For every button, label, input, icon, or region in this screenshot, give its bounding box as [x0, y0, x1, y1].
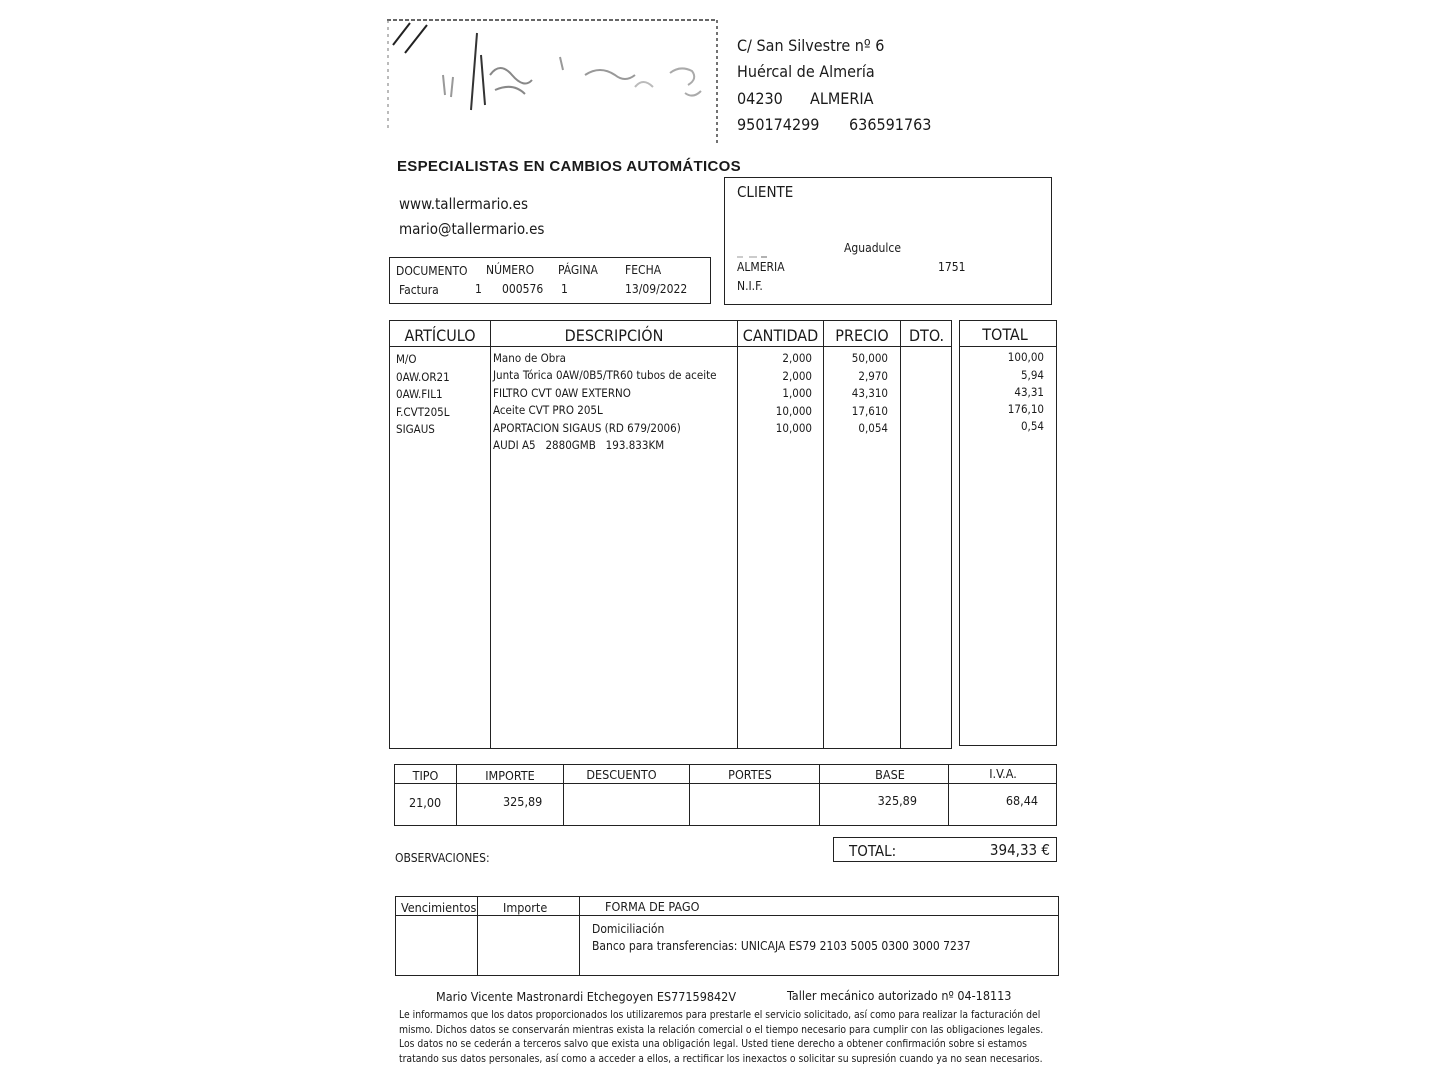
- items-total-header-divider: [959, 346, 1057, 347]
- col-divider-article: [490, 320, 491, 749]
- row-1-article: M/O: [396, 352, 417, 366]
- col-divider-price: [900, 320, 901, 749]
- row-3-description: FILTRO CVT 0AW EXTERNO: [493, 386, 631, 400]
- payment-bank: Banco para transferencias: UNICAJA ES79 2103 5005 0300 3000 7237: [592, 939, 971, 953]
- row-4-description: Aceite CVT PRO 205L: [493, 403, 603, 417]
- header-article: ARTÍCULO: [404, 326, 476, 345]
- row-1-quantity: 2,000: [782, 351, 812, 365]
- row-1-description: Mano de Obra: [493, 351, 566, 365]
- tax-type-value: 21,00: [409, 795, 442, 810]
- company-address-line1: C/ San Silvestre nº 6: [737, 36, 885, 55]
- grand-total-value: 394,33 €: [989, 841, 1050, 859]
- company-website: www.tallermario.es: [399, 195, 528, 213]
- client-code: 1751: [938, 260, 966, 274]
- footer-authorization: Taller mecánico autorizado nº 04-18113: [787, 988, 1012, 1003]
- header-price: PRECIO: [835, 326, 889, 345]
- tax-header-base: BASE: [875, 767, 905, 782]
- payment-method: Domiciliación: [592, 922, 665, 936]
- footer-owner: Mario Vicente Mastronardi Etchegoyen ES77159842V: [436, 989, 737, 1004]
- row-3-quantity: 1,000: [782, 386, 812, 400]
- header-discount: DTO.: [908, 326, 945, 345]
- footer-legal-notice: Le informamos que los datos proporcionados los utilizaremos para prestarle el servicio solicitado, así como para realizar la facturación del mismo. Dichos datos se conservarán mientras exista la relación comercial o el tiempo necesario para cumplir con las obligaciones legales. Los datos no se cederán a terceros salvo que exista una obligación legal. Usted tiene derecho a obtener confirmación sobre si estamos tratando sus datos personales, así como a acceder a ellos, a rectificar los inexactos o solicitar su supresión cuando ya no sean necesarios.: [399, 1009, 1044, 1065]
- row-3-article: 0AW.FIL1: [396, 387, 443, 401]
- document-series: 1: [475, 282, 482, 296]
- items-total-column: [959, 320, 1057, 746]
- redacted-logo: [385, 15, 720, 145]
- payment-header-due: Vencimientos: [401, 900, 477, 915]
- row-4-quantity: 10,000: [775, 404, 812, 418]
- row-4-price: 17,610: [851, 404, 888, 418]
- row-2-quantity: 2,000: [782, 369, 812, 383]
- tax-header-vat: I.V.A.: [989, 766, 1017, 781]
- row-4-total: 176,10: [1007, 402, 1044, 416]
- payment-col-divider-1: [477, 896, 478, 976]
- row-1-total: 100,00: [1007, 350, 1044, 364]
- tax-base-value: 325,89: [877, 793, 917, 808]
- client-town: Aguadulce: [844, 241, 901, 255]
- row-2-description: Junta Tórica 0AW/0B5/TR60 tubos de aceite: [493, 368, 717, 382]
- document-header-date: FECHA: [625, 263, 662, 277]
- company-postcode: 04230: [737, 89, 783, 108]
- row-2-price: 2,970: [858, 369, 888, 383]
- row-5-quantity: 10,000: [775, 421, 812, 435]
- client-nif-label: N.I.F.: [737, 279, 763, 293]
- header-quantity: CANTIDAD: [742, 326, 819, 345]
- row-5-price: 0,054: [858, 421, 888, 435]
- row-4-article: F.CVT205L: [396, 405, 450, 419]
- tax-vat-value: 68,44: [1005, 793, 1038, 808]
- row-1-price: 50,000: [851, 351, 888, 365]
- document-header-page: PÁGINA: [558, 263, 598, 277]
- row-5-description: APORTACION SIGAUS (RD 679/2006): [493, 421, 681, 435]
- company-address-line2: Huércal de Almería: [737, 62, 875, 81]
- document-page: 1: [561, 282, 568, 296]
- client-province: ALMERIA: [737, 260, 785, 274]
- col-divider-quantity: [823, 320, 824, 749]
- grand-total-label: TOTAL:: [849, 842, 897, 860]
- tax-header-discount: DESCUENTO: [586, 767, 657, 782]
- document-date: 13/09/2022: [625, 282, 688, 296]
- row-3-price: 43,310: [851, 386, 888, 400]
- items-table: [389, 320, 952, 749]
- row-3-total: 43,31: [1014, 385, 1044, 399]
- payment-header-method: FORMA DE PAGO: [605, 899, 700, 914]
- payment-header-divider: [395, 915, 1059, 916]
- row-2-total: 5,94: [1020, 368, 1044, 382]
- items-header-divider: [389, 346, 952, 347]
- tax-header-shipping: PORTES: [728, 767, 772, 782]
- row-5-article: SIGAUS: [396, 422, 435, 436]
- payment-table: [395, 896, 1059, 976]
- observations-label: OBSERVACIONES:: [395, 851, 490, 865]
- row-5-total: 0,54: [1020, 419, 1044, 433]
- redacted-client-name: [735, 246, 775, 250]
- row-6-description: AUDI A5 2880GMB 193.833KM: [493, 438, 665, 452]
- document-number: 000576: [502, 282, 544, 296]
- tax-header-type: TIPO: [412, 768, 439, 783]
- row-2-article: 0AW.OR21: [396, 370, 450, 384]
- company-tagline: ESPECIALISTAS EN CAMBIOS AUTOMÁTICOS: [397, 158, 741, 175]
- company-phone-2: 636591763: [849, 115, 932, 134]
- payment-col-divider-2: [579, 896, 580, 976]
- company-phone-1: 950174299: [737, 115, 820, 134]
- payment-header-amount: Importe: [503, 900, 548, 915]
- company-email: mario@tallermario.es: [399, 220, 545, 238]
- document-header-doc: DOCUMENTO: [396, 264, 468, 278]
- header-description: DESCRIPCIÓN: [564, 326, 664, 345]
- tax-header-amount: IMPORTE: [485, 768, 535, 783]
- document-type: Factura: [399, 283, 439, 297]
- header-total: TOTAL: [982, 325, 1028, 344]
- tax-header-divider: [394, 783, 1057, 784]
- company-city: ALMERIA: [810, 89, 874, 108]
- tax-amount-value: 325,89: [503, 794, 543, 809]
- document-header-num: NÚMERO: [486, 263, 535, 277]
- client-title: CLIENTE: [737, 183, 794, 201]
- col-divider-description: [737, 320, 738, 749]
